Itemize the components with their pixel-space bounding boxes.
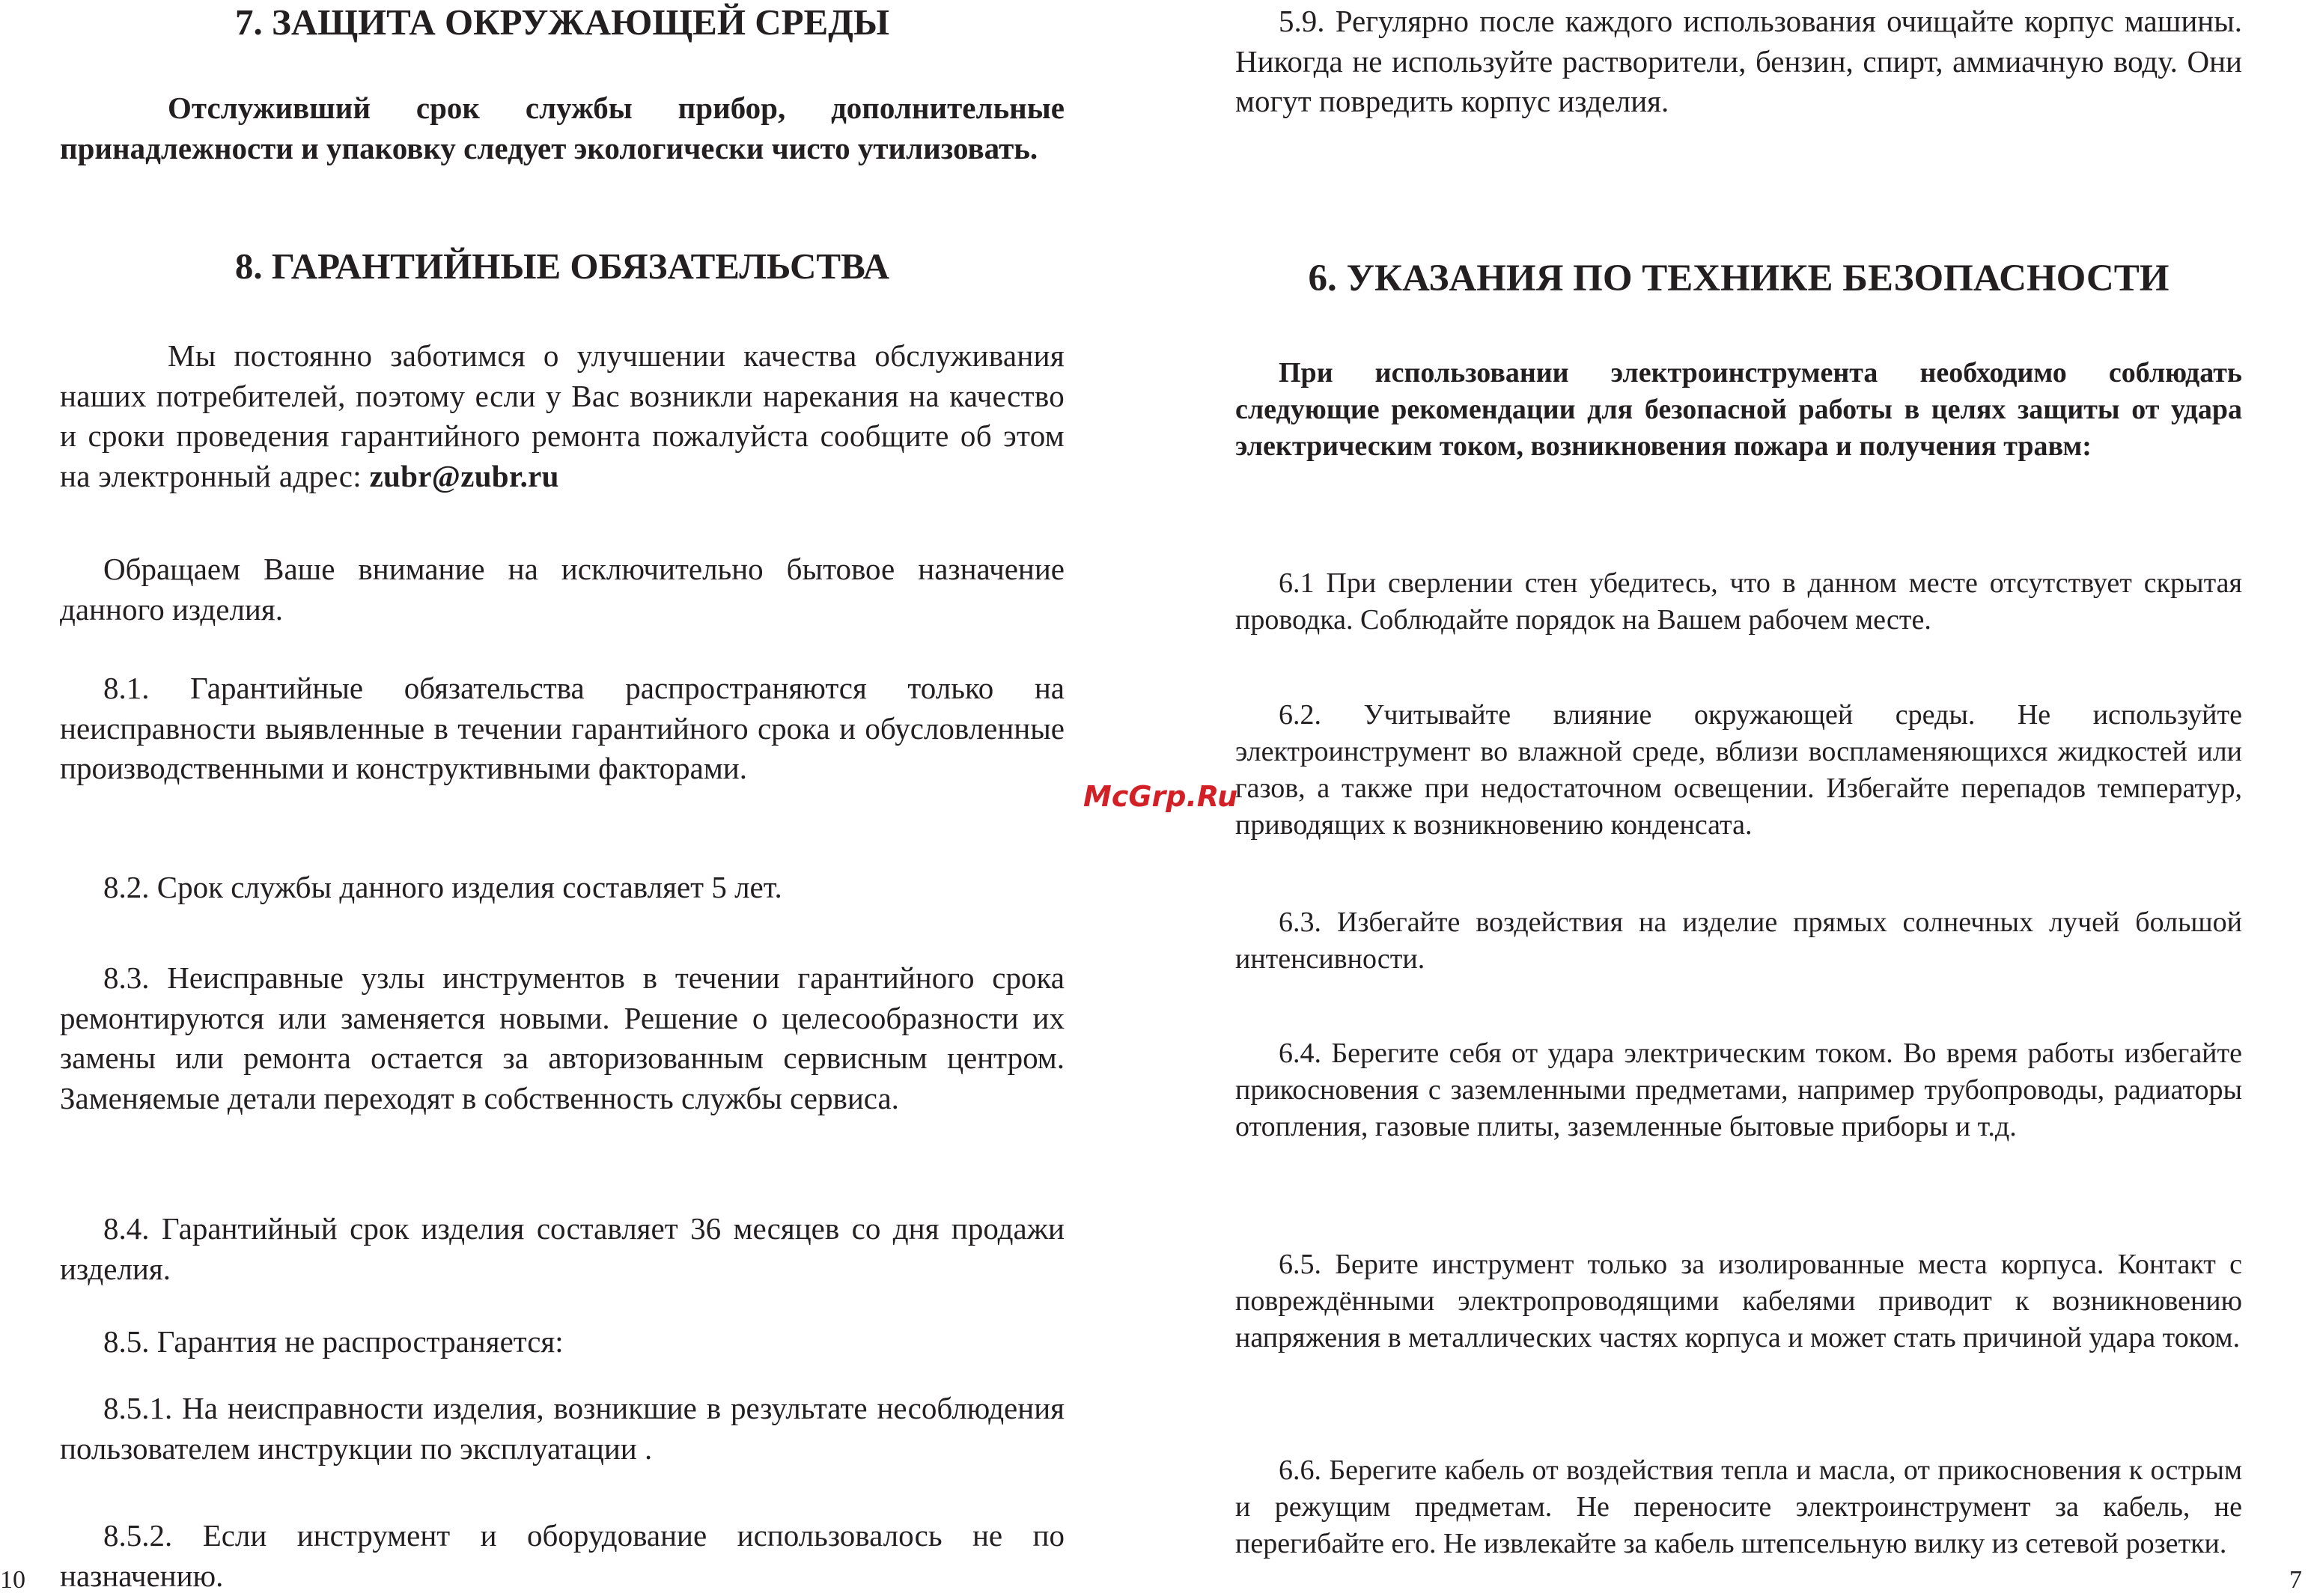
- intro-text: Мы постоянно заботимся о улучшении качества обслуживания наших потребителей, поэтому если у Вас возникли нарекания на качество и сроки проведения гарантийного ремонта пожалуйста сообщите об этом на электронный адрес:: [60, 338, 1065, 493]
- paragraph-6-5: 6.5. Берите инструмент только за изолированные места корпуса. Контакт с повреждёнными электропроводящими кабелями приводит к возникновению напряжения в металлических частях корпуса и может стать причиной удара током.: [1235, 1249, 2242, 1353]
- paragraph-8-5-1: 8.5.1. На неисправности изделия, возникшие в результате несоблюдения пользователем инструкции по эксплуатации .: [60, 1391, 1065, 1466]
- watermark: McGrp.Ru: [1083, 780, 1238, 813]
- paragraph-8-5-2: 8.5.2. Если инструмент и оборудование использовалось не по назначению.: [60, 1518, 1065, 1593]
- household-notice: Обращаем Ваше внимание на исключительно бытовое назначение данного изделия.: [60, 552, 1065, 627]
- paragraph-6-4: 6.4. Берегите себя от удара электрическим током. Во время работы избегайте прикосновения с заземленными предметами, например трубопроводы, радиаторы отопления, газовые плиты, заземленные бытовые приборы и т.д.: [1235, 1038, 2242, 1142]
- section-8-intro: [60, 336, 1065, 496]
- paragraph-6-3: 6.3. Избегайте воздействия на изделие прямых солнечных лучей большой интенсивности.: [1235, 907, 2242, 975]
- paragraph-8-4: 8.4. Гарантийный срок изделия составляет 36 месяцев со дня продажи изделия.: [60, 1211, 1065, 1286]
- paragraph-8-1: 8.1. Гарантийные обязательства распространяются только на неисправности выявленные в течении гарантийного срока и обусловленные производственными и конструктивными факторами.: [60, 671, 1065, 785]
- section-7-title: 7. ЗАЩИТА ОКРУЖАЮЩЕЙ СРЕДЫ: [234, 1, 890, 43]
- section-8-title: 8. ГАРАНТИЙНЫЕ ОБЯЗАТЕЛЬСТВА: [234, 246, 890, 287]
- section-6-intro: При использовании электроинструмента необходимо соблюдать следующие рекомендации для безопасной работы в целях защиты от удара электрическим током, возникновения пожара и получения травм:: [1235, 357, 2242, 462]
- paragraph-8-3: 8.3. Неисправные узлы инструментов в течении гарантийного срока ремонтируются или заменяется новыми. Решение о целесообразности их замены или ремонта остается за авторизованным сервисным центром. Заменяемые детали переходят в собственность службы сервиса.: [60, 960, 1065, 1115]
- paragraph-8-2: 8.2. Срок службы данного изделия составляет 5 лет.: [103, 870, 782, 904]
- section-6-title: 6. УКАЗАНИЯ ПО ТЕХНИКЕ БЕЗОПАСНОСТИ: [1308, 258, 2170, 299]
- paragraph-5-9: 5.9. Регулярно после каждого использования очищайте корпус машины. Никогда не используйте растворители, бензин, спирт, аммиачную воду. Они могут повредить корпус изделия.: [1235, 4, 2242, 118]
- page-number-left: 10: [0, 1566, 25, 1594]
- paragraph-6-2: 6.2. Учитывайте влияние окружающей среды. Не используйте электроинструмент во влажной среде, вблизи воспламеняющихся жидкостей или газов, а также при недостаточном освещении. Избегайте перепадов температур, приводящих к возникновению конденсата.: [1235, 699, 2242, 841]
- page-number-right: 7: [2289, 1566, 2302, 1594]
- section-7-text: Отслуживший срок службы прибор, дополнительные принадлежности и упаковку следует экологически чисто утилизовать.: [60, 91, 1065, 165]
- paragraph-6-6: 6.6. Берегите кабель от воздействия тепла и масла, от прикосновения к острым и режущим предметам. Не переносите электроинструмент за кабель, не перегибайте его. Не извлекайте за кабель штепсельную вилку из сетевой розетки.: [1235, 1455, 2242, 1559]
- paragraph-6-1: 6.1 При сверлении стен убедитесь, что в данном месте отсутствует скрытая проводка. Соблюдайте порядок на Вашем рабочем месте.: [1235, 567, 2242, 636]
- contact-email[interactable]: zubr@zubr.ru: [369, 458, 559, 493]
- paragraph-8-5: 8.5. Гарантия не распространяется:: [103, 1324, 564, 1359]
